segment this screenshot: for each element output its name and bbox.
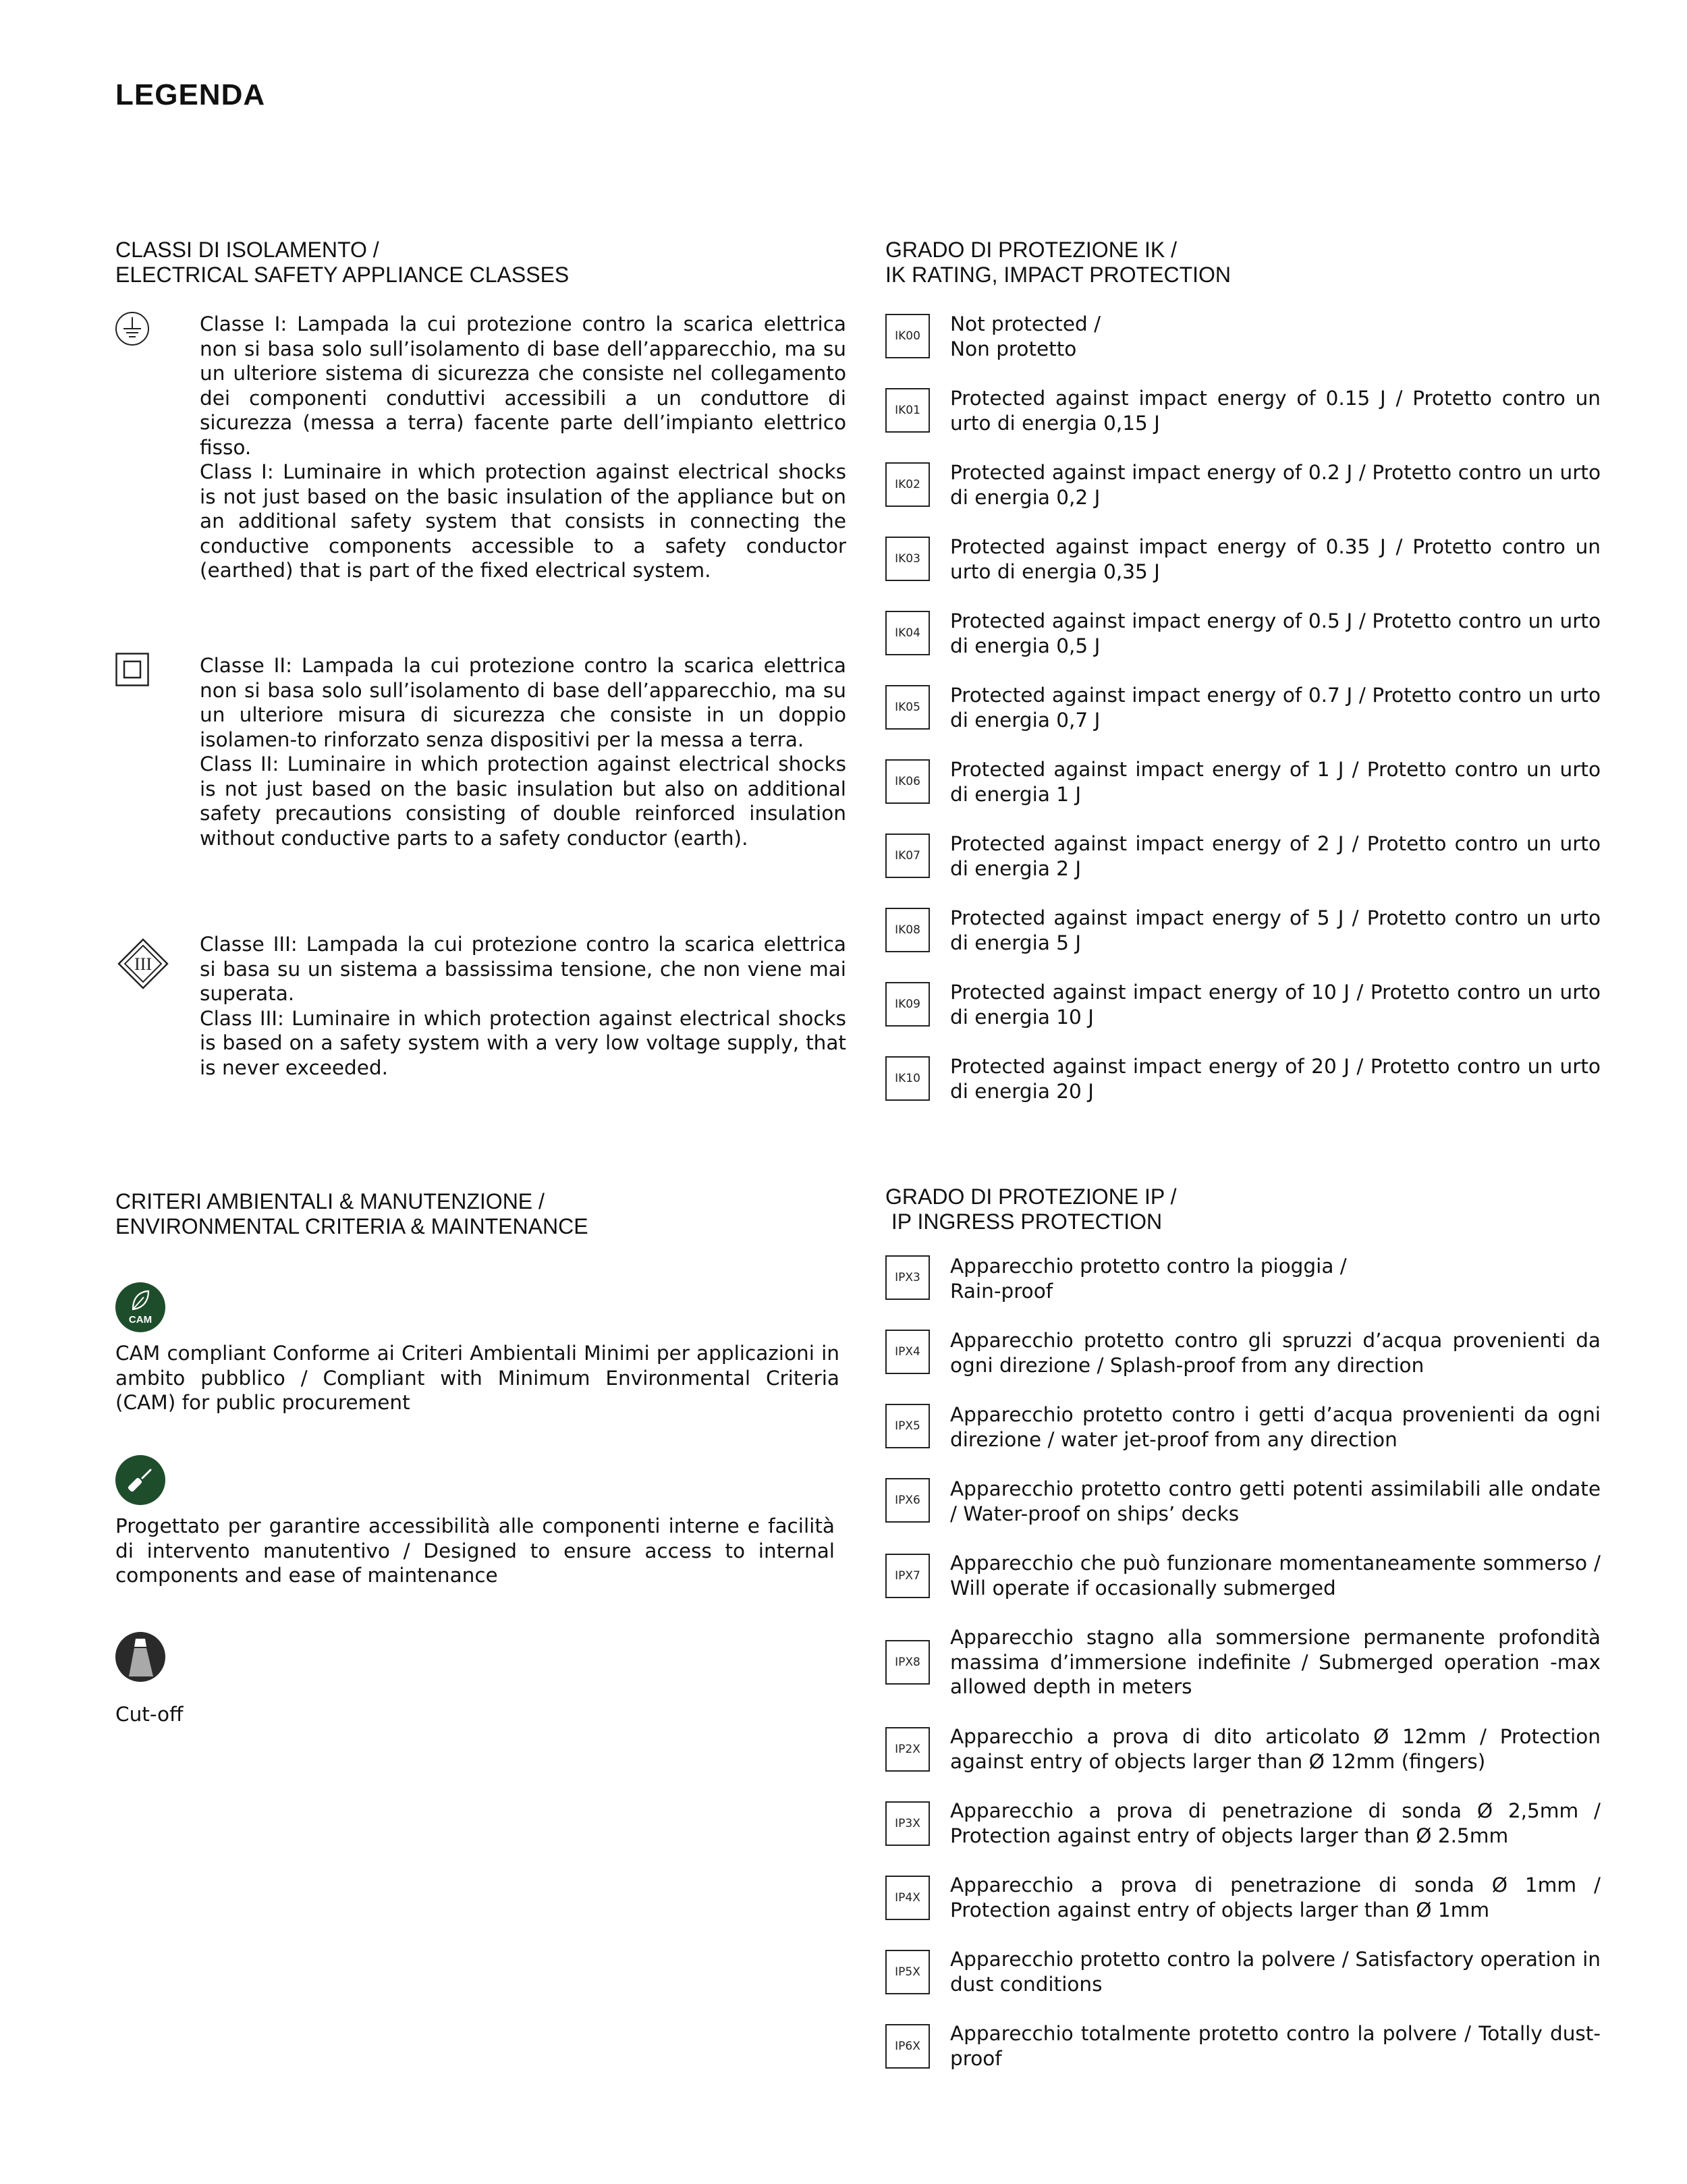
insulation-title-line2: ELECTRICAL SAFETY APPLIANCE CLASSES <box>115 263 570 287</box>
ip-badge: IPX3 <box>885 1255 930 1300</box>
earth-ground-icon <box>115 311 150 346</box>
cutoff-label: Cut-off <box>115 1703 184 1726</box>
class-one-description: Classe I: Lampada la cui protezione contro la scarica elettrica non si basa solo sull’isolamento di base dell’apparecchio, ma su un ulteriore sistema di sicurezza che consiste nel collegamento dei componenti conduttivi accessibili a un conduttore di sicurezza (messa a terra) facente parte dell’impianto elettrico fisso. Class I: Luminaire in which protection against electrical shocks is not just based on the basic insulation of the appliance but on an additional safety system that consists in connecting the conductive components accessible to a safety conductor (earthed) that is part of the fixed electrical system. <box>200 312 846 582</box>
ik-badge: IK02 <box>885 462 930 507</box>
class-three-description: Classe III: Lampada la cui protezione contro la scarica elettrica si basa su un sistema a bassissima tensione, che non viene mai superata. Class III: Luminaire in which protection against electrical shocks is based on a safety system with a very low voltage supply, that is never exceeded. <box>200 933 846 1079</box>
ik-badge: IK07 <box>885 834 930 878</box>
class-three-glyph: III <box>134 954 152 974</box>
maintenance-icon <box>115 1455 165 1505</box>
ip-description: Apparecchio totalmente protetto contro la polvere / Totally dust-proof <box>950 2022 1601 2070</box>
cutoff-icon <box>115 1632 165 1682</box>
ip-badge: IPX7 <box>885 1554 930 1598</box>
ik-description: Protected against impact energy of 0.35 J / Protetto contro un urto di energia 0,35 J <box>950 535 1601 583</box>
env-title-line2: ENVIRONMENTAL CRITERIA & MAINTENANCE <box>115 1214 588 1238</box>
ik-description: Protected against impact energy of 0.2 J / Protetto contro un urto di energia 0,2 J <box>950 461 1601 509</box>
ip-badge: IPX6 <box>885 1478 930 1523</box>
ip-description: Apparecchio protetto contro getti potenti assimilabili alle ondate / Water-proof on ships’ decks <box>950 1477 1601 1525</box>
ik-badge: IK10 <box>885 1056 930 1101</box>
cam-leaf-icon <box>115 1282 165 1332</box>
ik-description: Not protected / Non protetto <box>950 312 1101 360</box>
class-two-description: Classe II: Lampada la cui protezione contro la scarica elettrica non si basa solo sull’isolamento di base dell’apparecchio, ma su un ulteriore misura di sicurezza che consiste in un doppio isolamen-to rinforzato senza dispositivi per la messa a terra. Class II: Luminaire in which protection against electrical shocks is not just based on the basic insulation but also on additional safety precautions consisting of double reinforced insulation without conductive parts to a safety conductor (earth). <box>200 654 846 850</box>
ip-description: Apparecchio stagno alla sommersione permanente profondità massima d’immersione indefinite / Submerged operation -max allowed depth in meters <box>950 1626 1601 1698</box>
ip-description: Apparecchio che può funzionare momentaneamente sommerso / Will operate if occasionally submerged <box>950 1552 1601 1600</box>
cam-description: CAM compliant Conforme ai Criteri Ambientali Minimi per applicazioni in ambito pubblico / Compliant with Minimum Environmental Criteria (CAM) for public procurement <box>115 1342 839 1414</box>
ip-description: Apparecchio protetto contro la polvere / Satisfactory operation in dust conditions <box>950 1948 1601 1996</box>
ik-badge: IK06 <box>885 759 930 804</box>
ip-badge: IP6X <box>885 2024 930 2069</box>
leaf-icon <box>130 1289 150 1312</box>
insulation-title-line1: CLASSI DI ISOLAMENTO / <box>115 238 379 262</box>
cam-badge-label: CAM <box>128 1314 153 1326</box>
ik-badge: IK04 <box>885 611 930 655</box>
ik-description: Protected against impact energy of 5 J / Protetto contro un urto di energia 5 J <box>950 906 1601 954</box>
ip-description: Apparecchio protetto contro la pioggia / Rain-proof <box>950 1255 1347 1303</box>
env-section-title <box>115 1189 588 1239</box>
double-insulation-icon <box>115 653 149 686</box>
ip-description: Apparecchio a prova di penetrazione di sonda Ø 2,5mm / Protection against entry of objects larger than Ø 2.5mm <box>950 1799 1601 1847</box>
ip-badge: IPX5 <box>885 1404 930 1448</box>
ik-description: Protected against impact energy of 2 J / Protetto contro un urto di energia 2 J <box>950 832 1601 880</box>
class-three-icon <box>117 938 169 989</box>
ik-title-line2: IK RATING, IMPACT PROTECTION <box>885 263 1232 287</box>
ip-description: Apparecchio a prova di dito articolato Ø 12mm / Protection against entry of objects larger than Ø 12mm (fingers) <box>950 1725 1601 1773</box>
ik-badge: IK08 <box>885 908 930 952</box>
ip-badge: IP5X <box>885 1950 930 1994</box>
ik-badge: IK05 <box>885 685 930 730</box>
ik-badge: IK00 <box>885 314 930 358</box>
ip-badge: IPX4 <box>885 1330 930 1374</box>
ip-description: Apparecchio a prova di penetrazione di sonda Ø 1mm / Protection against entry of objects larger than Ø 1mm <box>950 1874 1601 1921</box>
ik-description: Protected against impact energy of 1 J / Protetto contro un urto di energia 1 J <box>950 758 1601 806</box>
ik-description: Protected against impact energy of 20 J / Protetto contro un urto di energia 20 J <box>950 1055 1601 1103</box>
maintenance-description: Progettato per garantire accessibilità alle componenti interne e facilità di intervento manutentivo / Designed to ensure access to internal components and ease of maintenance <box>115 1514 835 1587</box>
ip-section-title <box>885 1184 1176 1234</box>
cutoff-lamp-icon <box>115 1632 165 1682</box>
ik-description: Protected against impact energy of 0.5 J / Protetto contro un urto di energia 0,5 J <box>950 609 1601 657</box>
ik-badge: IK03 <box>885 537 930 581</box>
ip-title-line1: GRADO DI PROTEZIONE IP / <box>885 1184 1177 1209</box>
ip-badge: IP4X <box>885 1876 930 1920</box>
ik-description: Protected against impact energy of 10 J / Protetto contro un urto di energia 10 J <box>950 981 1601 1029</box>
ip-badge: IP2X <box>885 1727 930 1772</box>
ik-section-title <box>885 238 1231 288</box>
ip-description: Apparecchio protetto contro i getti d’acqua provenienti da ogni direzione / water jet-proof from any direction <box>950 1403 1601 1451</box>
screwdriver-icon <box>125 1465 156 1496</box>
ip-description: Apparecchio protetto contro gli spruzzi d’acqua provenienti da ogni direzione / Splash-proof from any direction <box>950 1329 1601 1377</box>
page-title: LEGENDA <box>115 78 266 111</box>
ik-badge: IK09 <box>885 982 930 1027</box>
ip-badge: IPX8 <box>885 1640 930 1685</box>
ip-badge: IP3X <box>885 1801 930 1846</box>
ik-description: Protected against impact energy of 0.7 J / Protetto contro un urto di energia 0,7 J <box>950 684 1601 732</box>
ik-badge: IK01 <box>885 388 930 433</box>
ik-description: Protected against impact energy of 0.15 J / Protetto contro un urto di energia 0,15 J <box>950 387 1601 435</box>
ip-title-line2: IP INGRESS PROTECTION <box>885 1209 1163 1234</box>
insulation-section-title <box>115 238 569 288</box>
env-title-line1: CRITERI AMBIENTALI & MANUTENZIONE / <box>115 1189 545 1213</box>
ik-title-line1: GRADO DI PROTEZIONE IK / <box>885 238 1178 262</box>
